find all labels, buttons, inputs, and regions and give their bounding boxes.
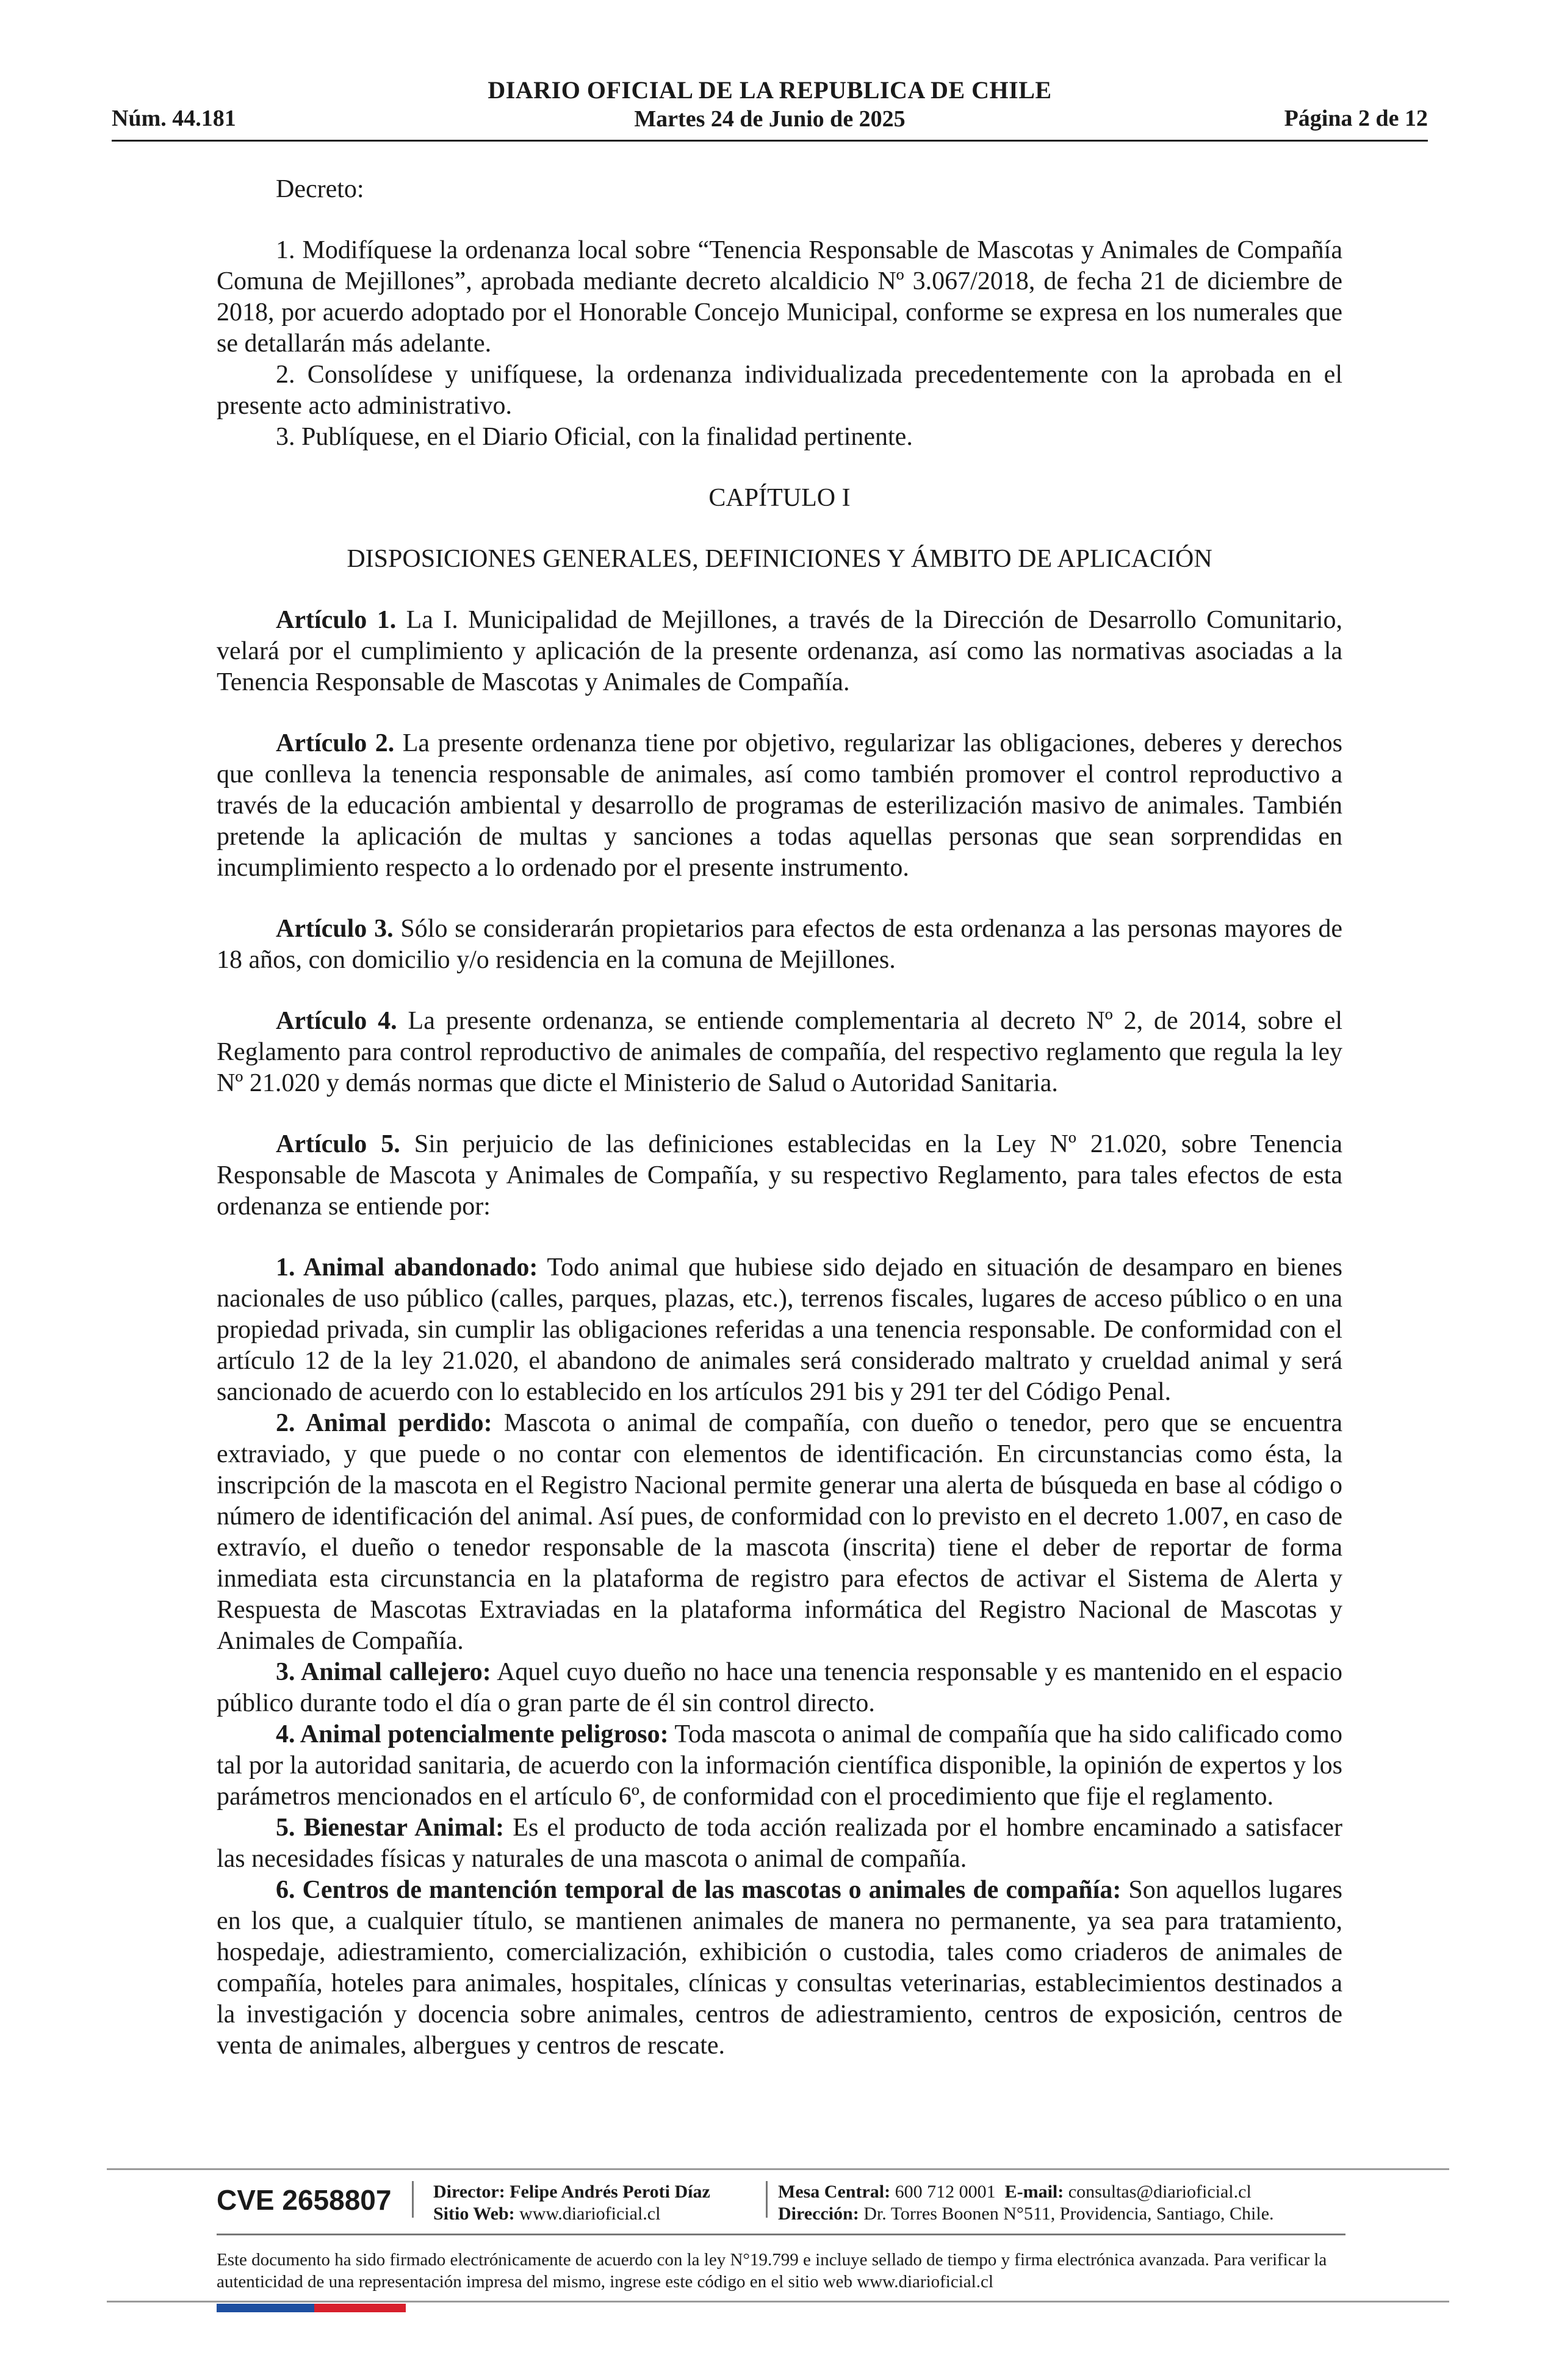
definition-4 <box>217 1719 1342 1812</box>
article-4-text: La presente ordenanza, se entiende complementaria al decreto Nº 2, de 2014, sobre el Reglamento para control reproductivo de animales de compañía, del respectivo reglamento que regula la ley Nº 21.020 y demás normas que dicte el Ministerio de Salud o Autoridad Sanitaria. <box>217 1007 1343 1097</box>
decree-item-3: 3. Publíquese, en el Diario Oficial, con la finalidad pertinente. <box>276 423 913 451</box>
footer-bar <box>217 2179 1345 2224</box>
article-1-text: La I. Municipalidad de Mejillones, a través de la Dirección de Desarrollo Comunitario, velará por el cumplimiento y aplicación de la presente ordenanza, así como las normativas asociadas a la Tenencia Responsable de Mascotas y Animales de Compañía. <box>217 606 1342 696</box>
website-label: Sitio Web: <box>433 2204 515 2224</box>
decree-item-1: 1. Modifíquese la ordenanza local sobre “Tenencia Responsable de Mascotas y Animales de Compañía Comuna de Mejillones”, aprobada mediante decreto alcaldicio Nº 3.067/2018, de fecha 21 de diciembre de 2018, por acuerdo adoptado por el Honorable Concejo Municipal, conforme se expresa en los numerales que se detallarán más adelante. <box>217 236 1342 358</box>
article-5 <box>217 1129 1342 1222</box>
mesa-phone: 600 712 0001 <box>890 2182 996 2202</box>
article-1-label: Artículo 1. <box>276 606 397 634</box>
article-2 <box>217 728 1342 884</box>
article-1 <box>217 605 1342 698</box>
masthead-title: DIARIO OFICIAL DE LA REPUBLICA DE CHILE <box>488 76 1052 104</box>
definition-4-text: Toda mascota o animal de compañía que ha sido calificado como tal por la autoridad sanitaria, de acuerdo con la información científica disponible, la opinión de expertos y los parámetros mencionados en el artículo 6º, de conformidad con el procedimiento que fije el reglamento. <box>217 1720 1342 1811</box>
definition-6-label: 6. Centros de mantención temporal de las mascotas o animales de compañía: <box>276 1876 1122 1904</box>
flag-stripe-red <box>314 2304 406 2312</box>
definition-1-text: Todo animal que hubiese sido dejado en situación de desamparo en bienes nacionales de uso público (calles, parques, plazas, etc.), terrenos fiscales, lugares de acceso público o en una propiedad privada, sin cumplir las obligaciones referidas a una tenencia responsable. De conformidad con el artículo 12 de la ley 21.020, el abandono de animales será considerado maltrato y crueldad animal y será sancionado de acuerdo con lo establecido en los artículos 291 bis y 291 ter del Código Penal. <box>217 1253 1342 1406</box>
definition-4-label: 4. Animal potencialmente peligroso: <box>276 1720 669 1748</box>
director-line <box>433 2181 710 2203</box>
address-text: Dr. Torres Boonen N°511, Providencia, Santiago, Chile. <box>859 2204 1274 2224</box>
masthead <box>112 76 1428 132</box>
legal-notice: Este documento ha sido firmado electrónicamente de acuerdo con la ley N°19.799 e incluye sellado de tiempo y firma electrónica avanzada. Para verificar la autenticidad de una representación impresa del mismo, ingrese este código en el sitio web www.diarioficial.cl <box>217 2250 1327 2292</box>
contact-block <box>778 2181 1274 2225</box>
definition-5-label: 5. Bienestar Animal: <box>276 1814 505 1842</box>
footer-separator <box>412 2181 414 2218</box>
article-3-label: Artículo 3. <box>276 915 394 943</box>
page-number: Página 2 de 12 <box>1284 106 1428 131</box>
definition-3-label: 3. Animal callejero: <box>276 1658 491 1686</box>
flag-stripe-blue <box>217 2304 314 2312</box>
article-4 <box>217 1006 1342 1099</box>
email-label: E-mail: <box>1004 2182 1064 2202</box>
page-header <box>112 73 1428 140</box>
definition-2-label: 2. Animal perdido: <box>276 1409 492 1437</box>
header-divider <box>112 140 1428 142</box>
masthead-date: Martes 24 de Junio de 2025 <box>634 106 906 132</box>
director-name: Felipe Andrés Peroti Díaz <box>505 2182 710 2202</box>
definition-5-text: Es el producto de toda acción realizada por el hombre encaminado a satisfacer las necesidades físicas y naturales de una mascota o animal de compañía. <box>217 1814 1342 1873</box>
article-2-label: Artículo 2. <box>276 729 395 757</box>
mesa-label: Mesa Central: <box>778 2182 891 2202</box>
definition-3 <box>217 1657 1342 1719</box>
director-block <box>433 2181 710 2225</box>
footer-divider-middle <box>217 2234 1345 2235</box>
cve-code: CVE 2658807 <box>217 2184 392 2216</box>
contact-line <box>778 2181 1274 2203</box>
footer-separator <box>766 2181 768 2218</box>
definition-1 <box>217 1252 1342 1408</box>
decree-item-2: 2. Consolídese y unifíquese, la ordenanza individualizada precedentemente con la aprobada en el presente acto administrativo. <box>217 361 1342 420</box>
chapter-title: DISPOSICIONES GENERALES, DEFINICIONES Y ÁMBITO DE APLICACIÓN <box>347 545 1212 573</box>
website-line <box>433 2203 710 2225</box>
decreto-heading: Decreto: <box>276 175 364 203</box>
address-label: Dirección: <box>778 2204 859 2224</box>
website-link[interactable]: www.diarioficial.cl <box>514 2204 661 2224</box>
email-link[interactable]: consultas@diarioficial.cl <box>1064 2182 1252 2202</box>
article-2-text: La presente ordenanza tiene por objetivo, regularizar las obligaciones, deberes y derechos que conlleva la tenencia responsable de animales, así como también promover el control reproductivo a través de la educación ambiental y desarrollo de programas de esterilización masivo de animales. También pretende la aplicación de multas y sanciones a todas aquellas personas que sean sorprendidas en incumplimiento respecto a lo ordenado por el presente instrumento. <box>217 729 1342 882</box>
definition-3-text: Aquel cuyo dueño no hace una tenencia responsable y es mantenido en el espacio público durante todo el día o gran parte de él sin control directo. <box>217 1658 1342 1717</box>
issue-number: Núm. 44.181 <box>112 106 236 131</box>
director-label: Director: <box>433 2182 505 2202</box>
definition-6 <box>217 1875 1342 2061</box>
definition-2-text: Mascota o animal de compañía, con dueño o tenedor, pero que se encuentra extraviado, y que puede o no contar con elementos de identificación. En circunstancias como ésta, la inscripción de la mascota en el Registro Nacional permite generar una alerta de búsqueda en base al código o número de identificación del animal. Así pues, de conformidad con lo previsto en el decreto 1.007, en caso de extravío, el dueño o tenedor responsable de la mascota (inscrita) tiene el deber de reportar de forma inmediata esta circunstancia en la plataforma de registro para efectos de activar el Sistema de Alerta y Respuesta de Mascotas Extraviadas en la plataforma informática del Registro Nacional de Mascotas y Animales de Compañía. <box>217 1409 1342 1655</box>
footer-divider-bottom <box>107 2301 1449 2302</box>
article-3 <box>217 914 1342 976</box>
address-line <box>778 2203 1274 2225</box>
footer-divider-top <box>107 2168 1449 2170</box>
definition-2 <box>217 1408 1342 1657</box>
article-5-text: Sin perjuicio de las definiciones establecidas en la Ley Nº 21.020, sobre Tenencia Responsable de Mascota y Animales de Compañía, y su respectivo Reglamento, para tales efectos de esta ordenanza se entiende por: <box>217 1130 1343 1221</box>
chapter-heading: CAPÍTULO I <box>708 484 851 512</box>
article-5-label: Artículo 5. <box>276 1130 400 1158</box>
definition-6-text: Son aquellos lugares en los que, a cualquier título, se mantienen animales de manera no permanente, ya sea para tratamiento, hospedaje, adiestramiento, comercialización, exhibición o custodia, tales como criaderos de animales de compañía, hoteles para animales, hospitales, clínicas y consultas veterinarias, establecimientos destinados a la investigación y docencia sobre animales, centros de adiestramiento, centros de exposición, centros de venta de animales, albergues y centros de rescate. <box>217 1876 1342 2060</box>
article-4-label: Artículo 4. <box>276 1007 397 1035</box>
definition-1-label: 1. Animal abandonado: <box>276 1253 538 1282</box>
definition-5 <box>217 1812 1342 1875</box>
document-body <box>217 174 1342 2061</box>
article-3-text: Sólo se considerarán propietarios para efectos de esta ordenanza a las personas mayores de 18 años, con domicilio y/o residencia en la comuna de Mejillones. <box>217 915 1342 974</box>
